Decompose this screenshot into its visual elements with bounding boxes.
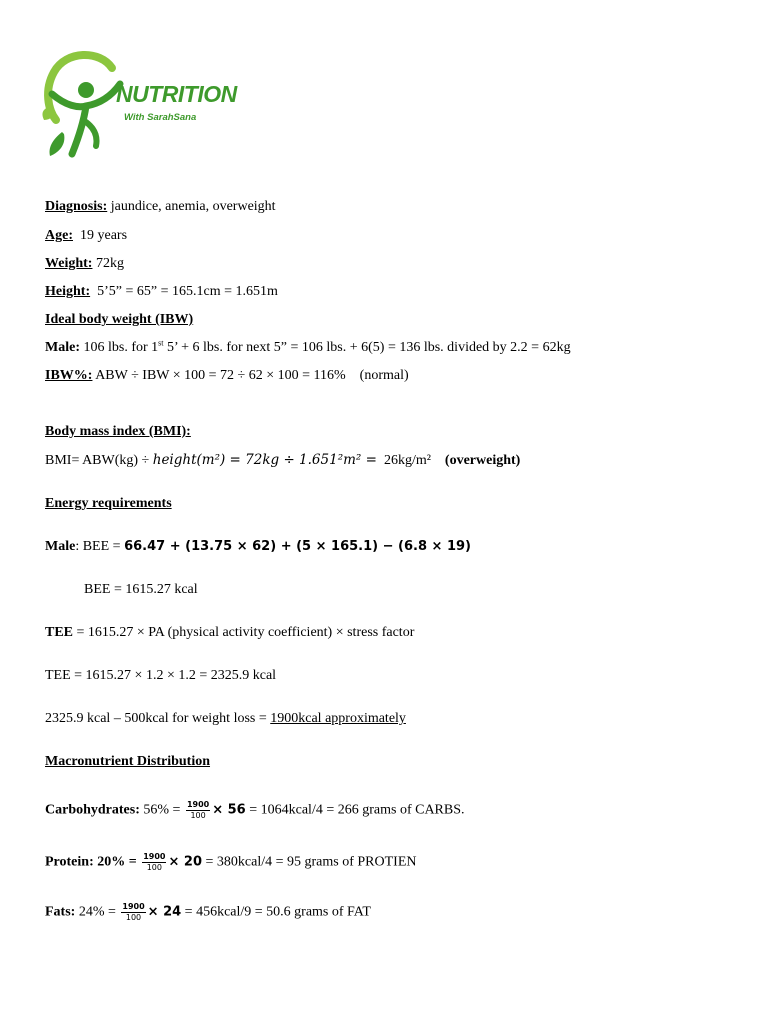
bmi-math: height(m²) = 72kg ÷ 1.651²m² =	[152, 452, 377, 468]
bmi-heading	[45, 423, 191, 441]
carbs-line	[45, 800, 465, 821]
bmi-line	[45, 451, 520, 470]
ibw-male-part2: 5’ + 6 lbs. for next 5” = 106 lbs. + 6(5) = 136 lbs. divided by 2.2 = 62kg	[167, 340, 571, 355]
tee-calc: TEE = 1615.27 × 1.2 × 1.2 = 2325.9 kcal	[45, 668, 277, 683]
protein-pct: 20% =	[97, 854, 137, 870]
macro-heading	[45, 753, 210, 771]
bmi-note: (overweight)	[444, 453, 521, 468]
diagnosis-line	[45, 198, 276, 216]
ibw-heading-text: Ideal body weight (IBW)	[45, 312, 194, 327]
protein-fraction	[142, 852, 166, 873]
ibw-male-line	[45, 339, 571, 357]
energy-heading-text: Energy requirements	[45, 496, 172, 511]
ibw-pct-note: (normal)	[359, 368, 409, 383]
carbs-fraction-den: 100	[190, 811, 206, 820]
ibw-male-sup: st	[158, 338, 164, 348]
bee-prefix: : BEE =	[75, 539, 121, 554]
fats-line	[45, 902, 371, 923]
diagnosis-label: Diagnosis:	[45, 199, 108, 214]
age-line	[45, 227, 127, 245]
carbs-pct: 56% =	[143, 802, 181, 818]
fats-label: Fats:	[45, 904, 76, 920]
carbs-fraction	[186, 800, 210, 821]
bee-result: BEE = 1615.27 kcal	[84, 582, 198, 597]
height-line	[45, 283, 278, 301]
tee-calc-line	[45, 667, 276, 685]
protein-fraction-den: 100	[146, 863, 162, 872]
protein-label: Protein:	[45, 854, 94, 870]
ibw-male-part1: 106 lbs. for 1	[83, 340, 159, 355]
protein-result: = 380kcal/4 = 95 grams of PROTIEN	[205, 854, 417, 870]
energy-heading	[45, 495, 172, 513]
fats-mult: × 24	[147, 904, 182, 920]
tee-formula: = 1615.27 × PA (physical activity coefficient) × stress factor	[76, 625, 415, 640]
logo-subtitle: With SarahSana	[124, 112, 197, 123]
weight-loss-line	[45, 710, 406, 728]
height-label: Height:	[45, 284, 91, 299]
fats-fraction-den: 100	[125, 913, 142, 922]
protein-line	[45, 852, 416, 873]
fats-pct: 24% =	[78, 904, 116, 920]
fats-result: = 456kcal/9 = 50.6 grams of FAT	[184, 904, 371, 920]
bee-male-label: Male	[45, 539, 76, 554]
bee-result-line	[84, 581, 198, 599]
height-value: 5’5” = 65” = 165.1cm = 1.651m	[97, 284, 278, 299]
ibw-pct-line	[45, 367, 409, 385]
bee-line	[45, 538, 471, 556]
fats-fraction	[121, 902, 145, 923]
weight-loss-result: 1900kcal approximately	[270, 711, 406, 726]
weight-line	[45, 255, 124, 273]
macro-heading-text: Macronutrient Distribution	[45, 754, 211, 769]
carbs-fraction-num: 1900	[186, 800, 210, 809]
carbs-mult: × 56	[212, 802, 246, 818]
ibw-pct-value: ABW ÷ IBW × 100 = 72 ÷ 62 × 100 = 116%	[95, 368, 346, 383]
weight-label: Weight:	[45, 256, 93, 271]
bee-formula: 66.47 + (13.75 × 62) + (5 × 165.1) − (6.8 × 19)	[124, 539, 471, 554]
protein-mult: × 20	[168, 854, 202, 870]
age-label: Age:	[45, 228, 73, 243]
bmi-value: 26kg/m²	[383, 453, 431, 468]
fats-fraction-num: 1900	[122, 902, 145, 911]
diagnosis-value: jaundice, anemia, overweight	[110, 199, 276, 214]
bmi-heading-text: Body mass index (BMI):	[45, 424, 191, 439]
protein-fraction-num: 1900	[143, 852, 166, 861]
tee-label: TEE	[45, 625, 74, 640]
carbs-result: = 1064kcal/4 = 266 grams of CARBS.	[249, 802, 465, 818]
ibw-male-label: Male:	[45, 340, 80, 355]
ibw-heading	[45, 311, 193, 329]
weight-value: 72kg	[95, 256, 124, 271]
bmi-prefix: BMI= ABW(kg) ÷	[45, 453, 150, 468]
ibw-pct-label: IBW%:	[45, 368, 93, 383]
carbs-label: Carbohydrates:	[45, 802, 140, 818]
age-value: 19 years	[80, 228, 128, 243]
tee-line	[45, 624, 414, 642]
logo-title: NUTRITION	[116, 81, 237, 107]
weight-loss-text: 2325.9 kcal – 500kcal for weight loss =	[45, 711, 267, 726]
